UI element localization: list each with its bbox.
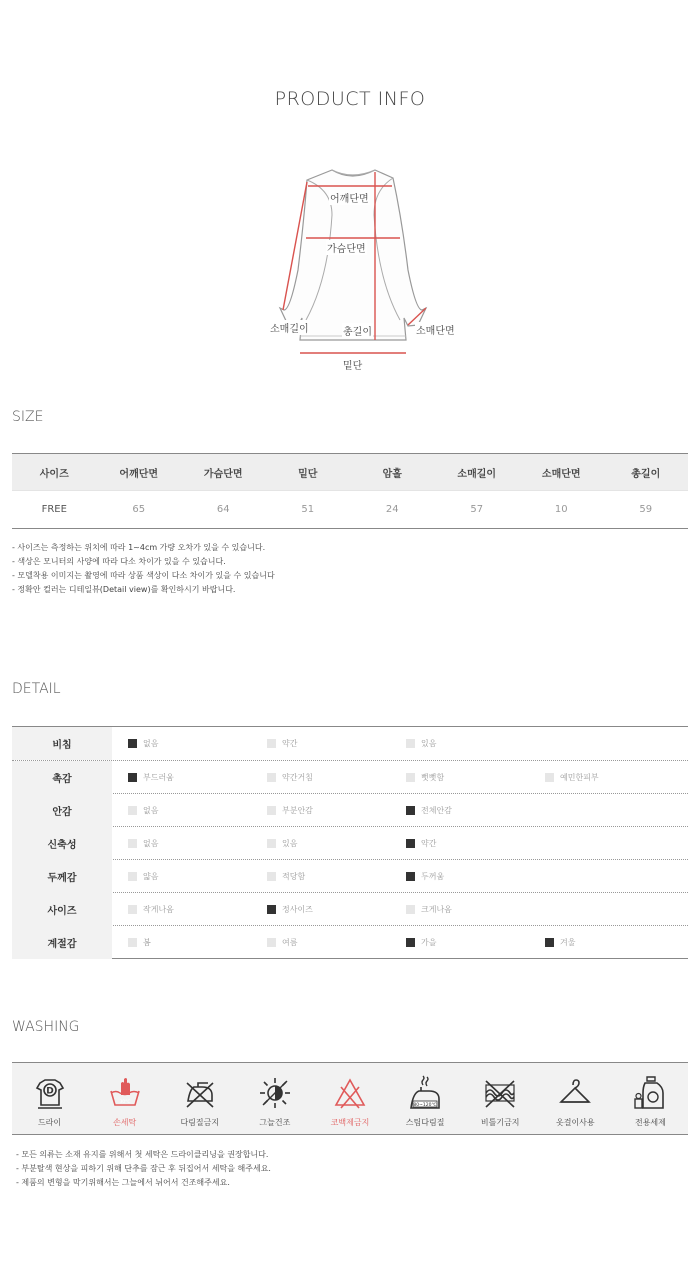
- unchecked-box-icon: [128, 905, 137, 914]
- detail-options: [112, 772, 688, 783]
- washing-icons-strip: [12, 1062, 688, 1135]
- detail-option-label: 봄: [143, 937, 151, 947]
- detail-row-label: 신축성: [12, 827, 112, 860]
- wash-label: 전용세제: [634, 1118, 666, 1127]
- wash-item-hanger: [538, 1063, 613, 1134]
- wash-label: 드라이: [37, 1118, 62, 1127]
- checked-box-icon: [406, 872, 415, 881]
- detail-option-label: 여름: [282, 937, 298, 947]
- unchecked-box-icon: [545, 773, 554, 782]
- washing-note: - 모든 의류는 소재 유지를 위해서 첫 세탁은 드라이클리닝을 권장합니다.: [16, 1150, 269, 1159]
- size-header-cell: 사이즈: [39, 468, 69, 480]
- wash-item-no-iron: [162, 1063, 237, 1134]
- detail-row: [12, 727, 688, 760]
- detail-option: [112, 838, 251, 849]
- total-length-label: 총길이: [342, 323, 373, 338]
- detail-options: [112, 738, 688, 749]
- detail-option: [251, 838, 390, 849]
- detail-option-label: 전체안감: [421, 805, 452, 815]
- detail-option: [112, 871, 251, 882]
- detail-option: [390, 805, 529, 816]
- detail-option-label: 겨울: [560, 937, 576, 947]
- table-row: [12, 491, 688, 528]
- wash-label: 손세탁: [113, 1118, 137, 1127]
- detail-options: [112, 838, 688, 849]
- unchecked-box-icon: [267, 872, 276, 881]
- detail-option-label: 예민한피부: [560, 772, 599, 782]
- checked-box-icon: [128, 773, 137, 782]
- detail-option: [112, 904, 251, 915]
- detail-options: [112, 904, 688, 915]
- size-cell: 64: [216, 504, 230, 515]
- wash-item-hand-wash: [87, 1063, 162, 1134]
- checked-box-icon: [267, 905, 276, 914]
- size-cell: 59: [639, 504, 653, 515]
- detail-option: [390, 871, 529, 882]
- detail-row: [12, 793, 688, 826]
- unchecked-box-icon: [267, 839, 276, 848]
- unchecked-box-icon: [267, 739, 276, 748]
- size-note: - 사이즈는 측정하는 위치에 따라 1~4cm 가량 오차가 있을 수 있습니다.: [12, 543, 266, 552]
- hem-label: 밑단: [342, 357, 363, 372]
- detail-option-label: 뻣뻣함: [421, 772, 445, 782]
- unchecked-box-icon: [406, 739, 415, 748]
- detail-row: [12, 859, 688, 892]
- detail-row: [12, 760, 688, 793]
- size-cell: 10: [554, 504, 568, 515]
- size-note: - 모델착용 이미지는 촬영에 따라 상품 색상이 다소 차이가 있을 수 있습니다: [12, 571, 275, 580]
- size-cell: 24: [385, 504, 399, 515]
- wash-label: 비틀기금지: [480, 1118, 520, 1127]
- unchecked-box-icon: [128, 806, 137, 815]
- unchecked-box-icon: [128, 839, 137, 848]
- detail-row-label: 두께감: [12, 860, 112, 893]
- wash-item-no-bleach: [312, 1063, 387, 1134]
- detail-options: [112, 871, 688, 882]
- svg-text:D: D: [45, 1086, 54, 1097]
- wash-label: 다림질금지: [180, 1118, 220, 1127]
- washing-note: - 제품의 변형을 막기위해서는 그늘에서 뉘어서 건조해주세요.: [16, 1178, 230, 1187]
- unchecked-box-icon: [267, 806, 276, 815]
- unchecked-box-icon: [128, 938, 137, 947]
- detail-option-label: 있음: [282, 838, 298, 848]
- hand-wash-icon: [107, 1075, 143, 1111]
- size-notes: [12, 541, 275, 597]
- steam-temp: 80~120℃: [413, 1103, 437, 1108]
- size-header-cell: 어깨단면: [119, 468, 159, 480]
- size-note: - 색상은 모니터의 사양에 따라 다소 차이가 있을 수 있습니다.: [12, 557, 226, 566]
- detail-table: [12, 726, 688, 959]
- wash-label: 옷걸이사용: [556, 1118, 595, 1127]
- detail-row: [12, 925, 688, 958]
- detail-option: [251, 871, 390, 882]
- detail-option-label: 없음: [143, 838, 159, 848]
- size-header-cell: 암홀: [382, 468, 402, 480]
- size-header-cell: 밑단: [298, 468, 318, 480]
- size-section-title: SIZE: [12, 409, 44, 425]
- detail-option-label: 부드러움: [143, 772, 174, 782]
- size-cell: 51: [301, 504, 315, 515]
- unchecked-box-icon: [267, 938, 276, 947]
- detail-option: [390, 904, 529, 915]
- washing-note: - 부분탈색 현상을 피하기 위해 단추를 잠근 후 뒤집어서 세탁을 해주세요.: [16, 1164, 271, 1173]
- unchecked-box-icon: [406, 905, 415, 914]
- detail-option: [251, 937, 390, 948]
- detail-row: [12, 892, 688, 925]
- detail-option-label: 얇음: [143, 871, 159, 881]
- detail-option: [112, 772, 251, 783]
- no-bleach-icon: [332, 1075, 368, 1111]
- detail-option: [529, 937, 668, 948]
- checked-box-icon: [128, 739, 137, 748]
- dry-clean-icon: [32, 1075, 68, 1111]
- shade-dry-icon: [257, 1075, 293, 1111]
- detail-row-label: 계절감: [12, 926, 112, 959]
- size-table-header: [12, 454, 688, 491]
- wash-item-detergent: [613, 1063, 688, 1134]
- size-table: [12, 453, 688, 529]
- wash-item-shade-dry: [237, 1063, 312, 1134]
- size-note: - 정확안 컬러는 디테일뷰(Detail view)를 확인하시기 바랍니다.: [12, 585, 236, 594]
- detail-row-label: 비침: [12, 727, 112, 760]
- detail-section-title: DETAIL: [12, 681, 61, 697]
- checked-box-icon: [406, 806, 415, 815]
- no-wring-icon: [482, 1075, 518, 1111]
- detail-option: [390, 937, 529, 948]
- detail-option: [390, 838, 529, 849]
- wash-label: 그늘건조: [259, 1118, 291, 1127]
- wash-item-steam-iron: [388, 1063, 463, 1134]
- wash-item-no-wring: [463, 1063, 538, 1134]
- size-header-cell: 가슴단면: [203, 468, 243, 480]
- svg-text:30°C: 30°C: [119, 1100, 131, 1105]
- size-cell: 65: [132, 504, 146, 515]
- detail-option: [251, 904, 390, 915]
- unchecked-box-icon: [128, 872, 137, 881]
- detail-option: [251, 805, 390, 816]
- unchecked-box-icon: [267, 773, 276, 782]
- size-cell: 57: [470, 504, 484, 515]
- detail-row: [12, 826, 688, 859]
- detail-option: [390, 738, 529, 749]
- size-header-cell: 총길이: [631, 468, 661, 480]
- detail-option-label: 약간거침: [282, 772, 313, 782]
- detail-options: [112, 805, 688, 816]
- detail-option-label: 약간: [282, 739, 298, 748]
- wash-label: 스팀다림질: [405, 1118, 445, 1127]
- steam-iron-icon: [407, 1075, 443, 1111]
- chest-label: 가슴단면: [326, 240, 367, 255]
- detail-option-label: 작게나옴: [143, 904, 174, 914]
- checked-box-icon: [406, 839, 415, 848]
- detail-option-label: 적당함: [282, 871, 306, 881]
- detail-option: [112, 805, 251, 816]
- page-title: PRODUCT INFO: [274, 88, 426, 110]
- detail-option: [112, 937, 251, 948]
- detergent-icon: [632, 1075, 668, 1111]
- wash-label: 코백제금지: [330, 1118, 370, 1127]
- detail-option: [390, 772, 529, 783]
- detail-option-label: 가을: [421, 937, 437, 947]
- detail-option-label: 부분안감: [282, 805, 313, 815]
- no-iron-icon: [182, 1075, 218, 1111]
- detail-option-label: 없음: [143, 805, 159, 815]
- checked-box-icon: [545, 938, 554, 947]
- detail-option-label: 약간: [421, 838, 437, 848]
- detail-options: [112, 937, 688, 948]
- cuff-label: 소매단면: [415, 322, 456, 337]
- size-cell: FREE: [41, 504, 67, 515]
- shoulder-label: 어깨단면: [329, 190, 370, 205]
- unchecked-box-icon: [406, 773, 415, 782]
- detail-option: [251, 772, 390, 783]
- washing-notes: [16, 1148, 271, 1190]
- detail-option-label: 두꺼움: [421, 871, 445, 881]
- detail-option-label: 있음: [421, 739, 437, 748]
- washing-section-title: WASHING: [12, 1019, 80, 1035]
- detail-option-label: 크게나옴: [421, 904, 452, 914]
- size-header-cell: 소매단면: [541, 468, 581, 480]
- detail-row-label: 촉감: [12, 761, 112, 794]
- detail-option: [251, 738, 390, 749]
- sleeve-length-label: 소매길이: [269, 320, 310, 335]
- size-header-cell: 소매길이: [457, 468, 497, 480]
- detail-row-label: 사이즈: [12, 893, 112, 926]
- hanger-icon: [557, 1075, 593, 1111]
- wash-item-dry: [12, 1063, 87, 1134]
- checked-box-icon: [406, 938, 415, 947]
- detail-option-label: 정사이즈: [282, 904, 313, 914]
- detail-option: [112, 738, 251, 749]
- detail-option-label: 없음: [143, 739, 159, 748]
- detail-row-label: 안감: [12, 794, 112, 827]
- detail-option: [529, 772, 668, 783]
- garment-diagram: [250, 160, 470, 375]
